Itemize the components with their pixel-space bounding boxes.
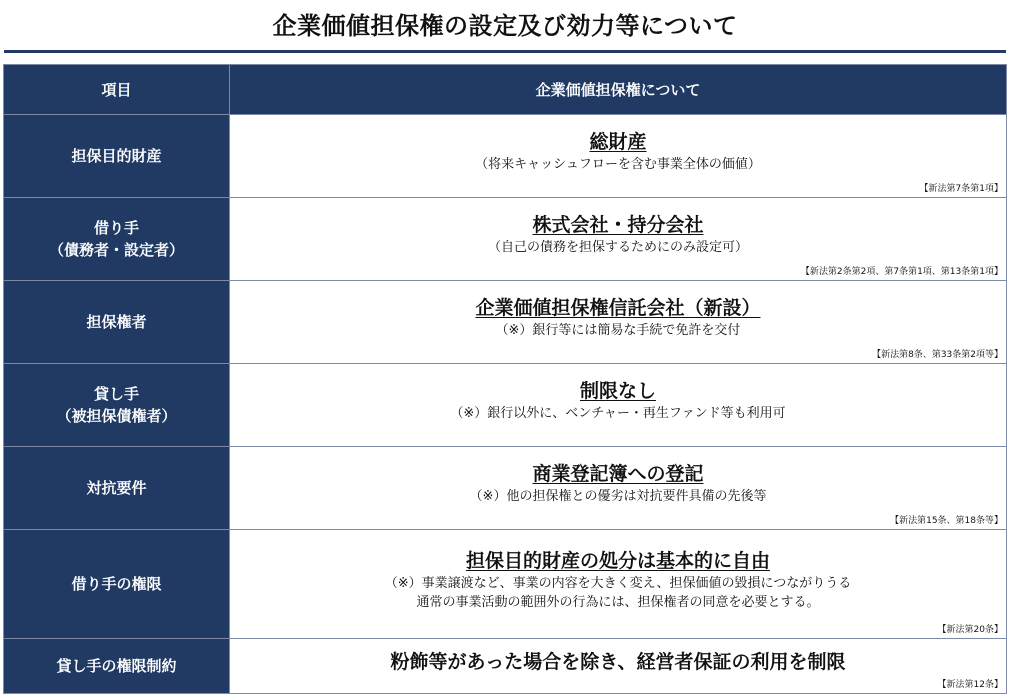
- row-main-text: 総財産: [589, 131, 647, 153]
- row-content: [230, 530, 1007, 638]
- row-main-text: 商業登記簿への登記: [532, 463, 704, 485]
- row-content-block: [475, 295, 760, 341]
- law-reference: 【新法第15条、第18条等】: [890, 516, 1003, 526]
- row-sub-text: （※）事業譲渡など、事業の内容を大きく変え、担保価値の毀損につながりうる: [384, 575, 852, 591]
- row-content-block: [385, 548, 851, 613]
- row-content: [230, 639, 1007, 693]
- row-content-block: [450, 378, 785, 424]
- row-sub-text: （※）他の担保権との優劣は対抗要件具備の先後等: [469, 489, 767, 504]
- row-content: [230, 198, 1007, 280]
- header-content: [230, 65, 1007, 114]
- table-row: [4, 447, 1007, 530]
- row-item-label: 対抗要件: [86, 479, 147, 497]
- table-row: [4, 198, 1007, 281]
- table-row: [4, 115, 1007, 198]
- row-main-text: 担保目的財産の処分は基本的に自由: [465, 549, 770, 572]
- row-item-label: 貸し手の権限制約: [56, 657, 177, 675]
- row-content: [230, 447, 1007, 529]
- row-sub-text: （将来キャッシュフローを含む事業全体の価値）: [475, 157, 761, 172]
- page-title: 企業価値担保権の設定及び効力等について: [272, 12, 738, 40]
- row-content-block: [475, 129, 761, 175]
- row-content: [230, 281, 1007, 363]
- row-content: [230, 115, 1007, 197]
- row-item-label: 担保権者: [86, 313, 147, 331]
- row-item: [4, 115, 230, 197]
- row-item: [4, 530, 230, 638]
- header-item: [4, 65, 230, 114]
- row-item-sublabel: （被担保債権者）: [56, 407, 177, 425]
- row-item-label: 借り手: [93, 219, 139, 237]
- row-item: [4, 281, 230, 363]
- table-row: [4, 364, 1007, 447]
- law-reference: 【新法第7条第1項】: [919, 184, 1003, 194]
- row-sub-text: （※）銀行以外に、ベンチャー・再生ファンド等も利用可: [450, 406, 786, 421]
- row-item-sublabel: （債務者・設定者）: [48, 241, 184, 259]
- summary-table: [3, 64, 1007, 694]
- table-header-row: [4, 65, 1007, 115]
- law-reference: 【新法第12条】: [937, 680, 1003, 690]
- row-content-block: [390, 649, 845, 675]
- table-row: [4, 639, 1007, 694]
- row-content-block: [488, 212, 748, 258]
- row-item-label: 貸し手: [93, 385, 139, 403]
- row-main-text: 制限なし: [579, 380, 656, 402]
- table-row: [4, 530, 1007, 639]
- row-content-block: [470, 461, 767, 507]
- header-content-label: 企業価値担保権について: [535, 81, 701, 99]
- law-reference: 【新法第2条第2項、第7条第1項、第13条第1項】: [800, 267, 1003, 277]
- header-item-label: 項目: [101, 80, 132, 99]
- row-sub-text: （自己の債務を担保するためにのみ設定可）: [487, 240, 748, 255]
- row-main-text: 株式会社・持分会社: [532, 214, 704, 236]
- row-item-label: 借り手の権限: [71, 575, 162, 593]
- table-row: [4, 281, 1007, 364]
- row-item: [4, 447, 230, 529]
- row-sub-text-line2: 通常の事業活動の範囲外の行為には、担保権者の同意を必要とする。: [416, 594, 820, 610]
- row-item-label: 担保目的財産: [71, 147, 162, 165]
- row-main-text: 粉飾等があった場合を除き、経営者保証の利用を制限: [390, 651, 846, 673]
- law-reference: 【新法第8条、第33条第2項等】: [872, 350, 1003, 360]
- row-item: [4, 364, 230, 446]
- law-reference: 【新法第20条】: [937, 625, 1003, 635]
- row-sub-text: （※）銀行等には簡易な手続で免許を交付: [495, 323, 741, 338]
- row-main-text: 企業価値担保権信託会社（新設）: [475, 297, 761, 319]
- title-underline: [4, 50, 1006, 53]
- row-item: [4, 198, 230, 280]
- row-item: [4, 639, 230, 693]
- row-content: [230, 364, 1007, 446]
